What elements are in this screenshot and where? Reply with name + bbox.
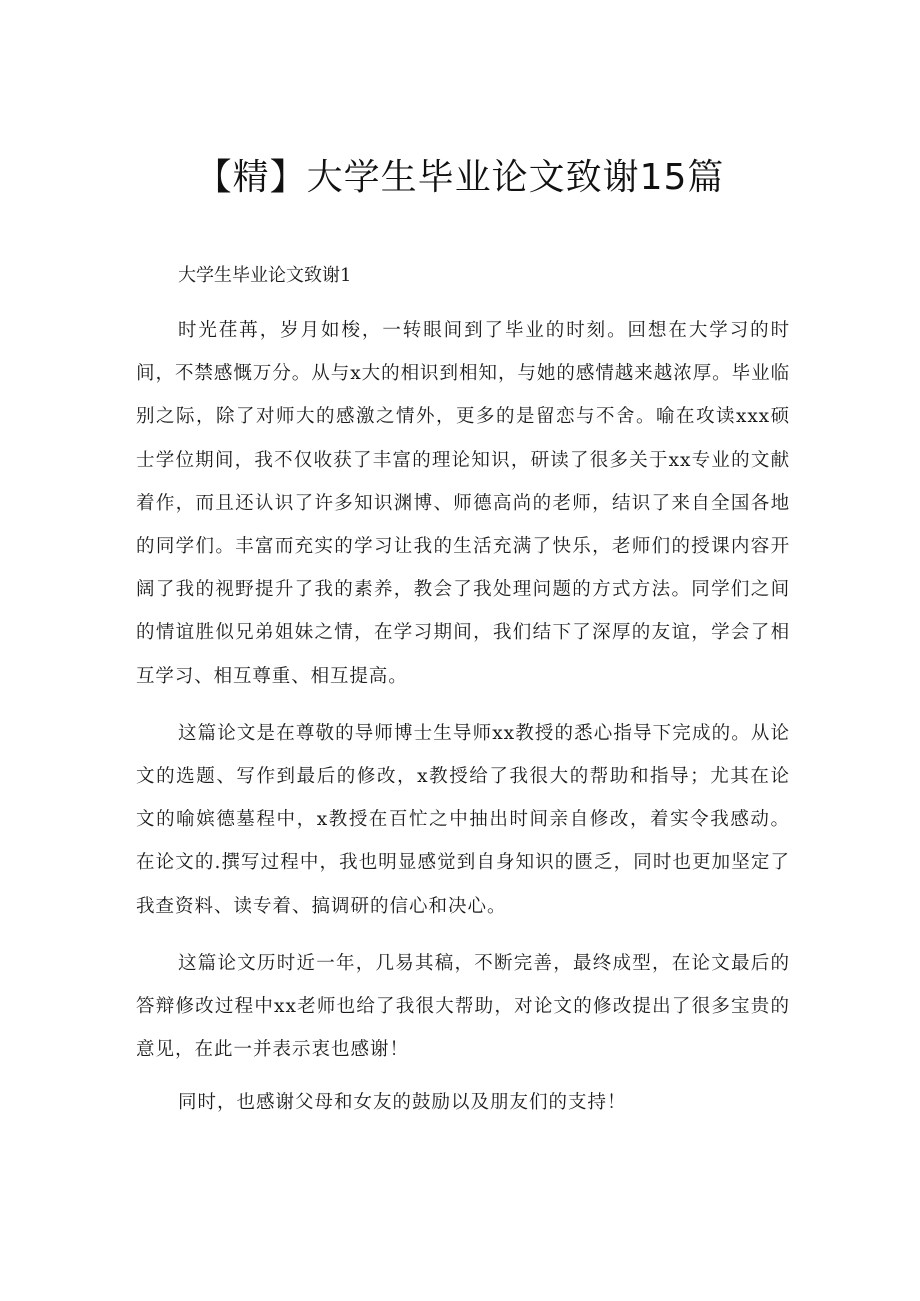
paragraph-3: 这篇论文历时近一年，几易其稿，不断完善，最终成型，在论文最后的答辩修改过程中xx老师也给了我很大帮助，对论文的修改提出了很多宝贵的意见，在此一并表示衷也感谢！ [136,952,790,1061]
section-heading: 大学生毕业论文致谢1 [178,265,352,286]
document-body [136,256,790,1130]
paragraph-1: 时光荏苒，岁月如梭，一转眼间到了毕业的时刻。回想在大学习的时间，不禁感慨万分。从与x大的相识到相知，与她的感情越来越浓厚。毕业临别之际，除了对师大的感激之情外，更多的是留恋与不舍。喻在攻读xxx硕士学位期间，我不仅收获了丰富的理论知识，研读了很多关于xx专业的文献着作，而且还认识了许多知识渊博、师德高尚的老师，结识了来自全国各地的同学们。丰富而充实的学习让我的生活充满了快乐，老师们的授课内容开阔了我的视野提升了我的素养，教会了我处理问题的方式方法。同学们之间的情谊胜似兄弟姐妹之情，在学习期间，我们结下了深厚的友谊，学会了相互学习、相互尊重、相互提高。 [136,320,790,687]
paragraph-4: 同时，也感谢父母和女友的鼓励以及朋友们的支持！ [178,1092,627,1114]
document-title: 【精】大学生毕业论文致谢15篇 [195,157,725,198]
paragraph-2: 这篇论文是在尊敬的导师博士生导师xx教授的悉心指导下完成的。从论文的选题、写作到最后的修改，x教授给了我很大的帮助和指导；尤其在论文的喻嫔德墓程中，x教授在百忙之中抽出时间亲自修改，着实令我感动。在论文的.撰写过程中，我也明显感觉到自身知识的匮乏，同时也更加坚定了我查资料、读专着、搞调研的信心和决心。 [136,722,790,917]
